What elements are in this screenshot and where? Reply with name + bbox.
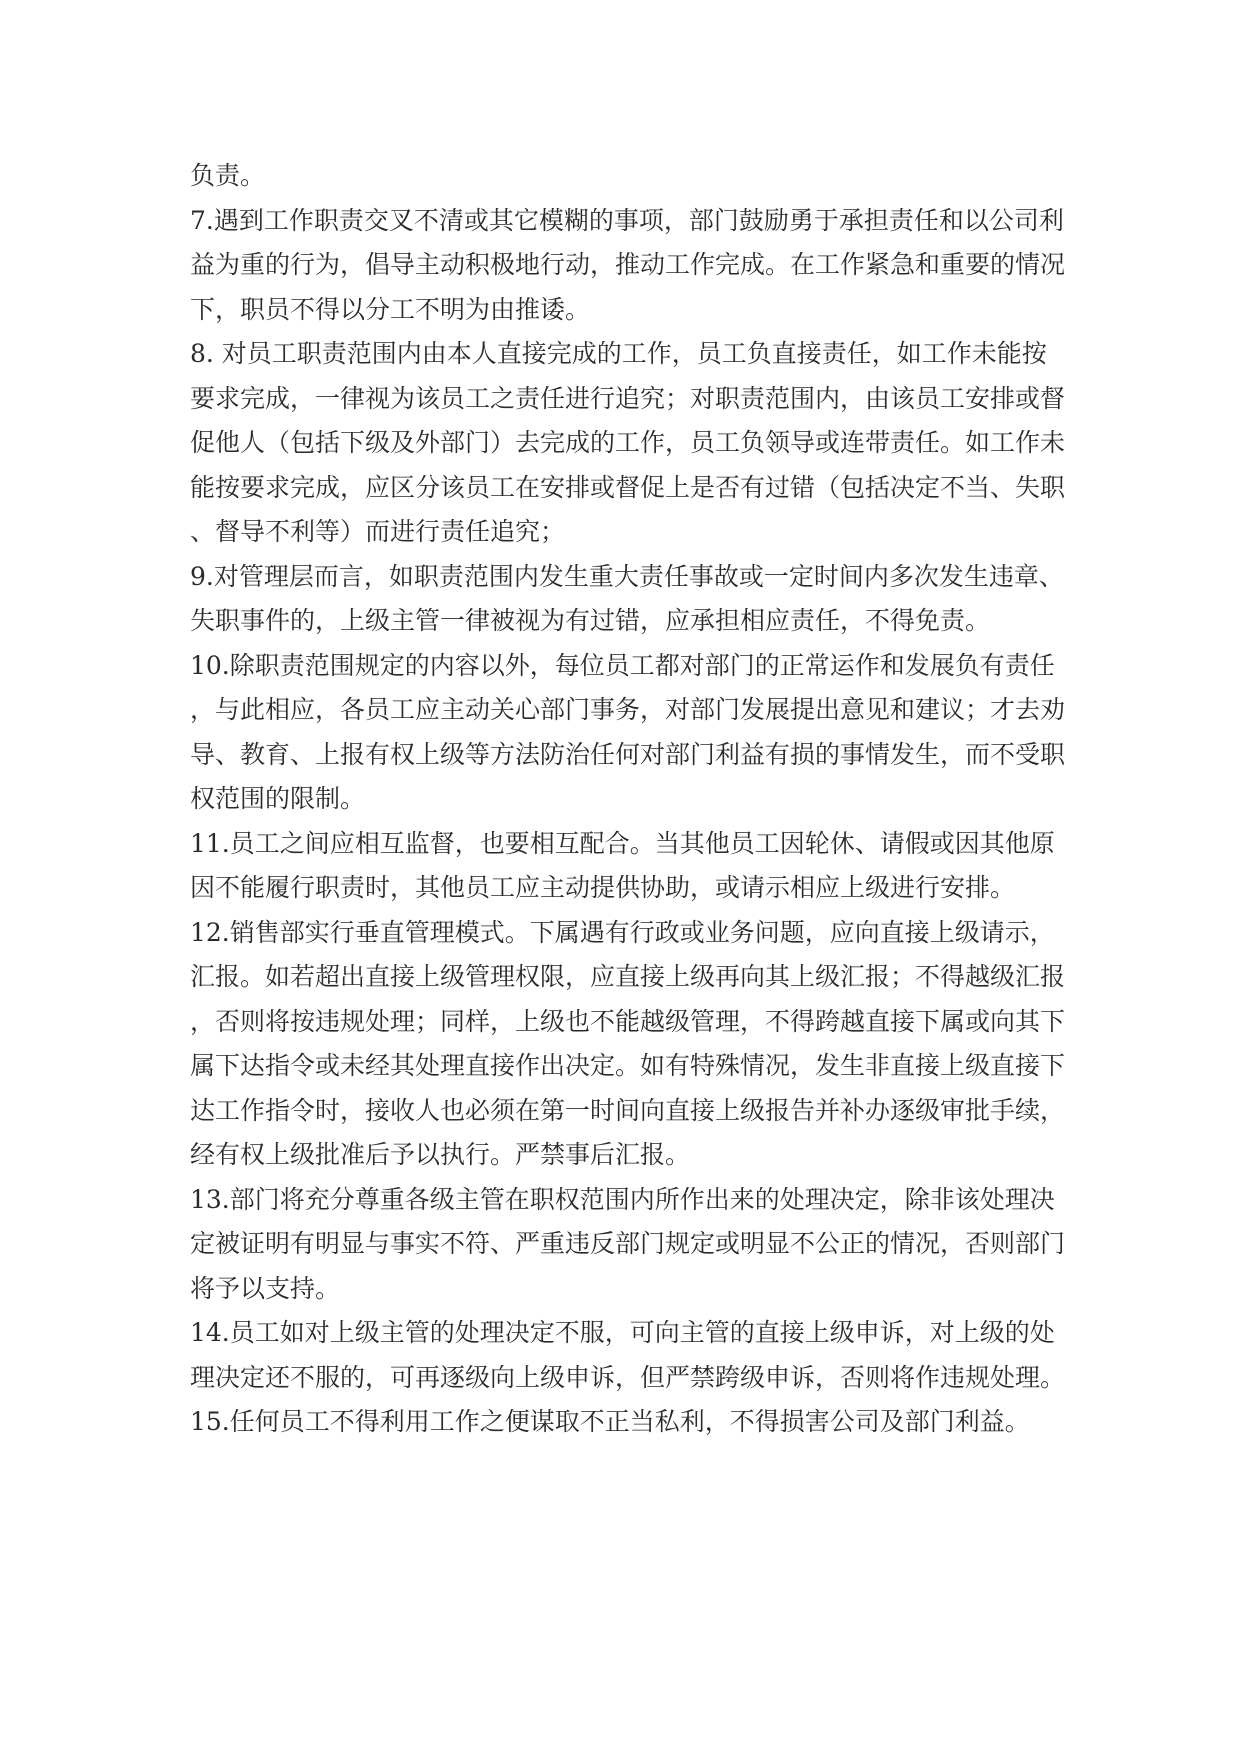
text-line: 7.遇到工作职责交叉不清或其它模糊的事项，部门鼓励勇于承担责任和以公司利 <box>190 205 1064 235</box>
text-line: 促他人（包括下级及外部门）去完成的工作，员工负领导或连带责任。如工作未 <box>190 428 1066 457</box>
text-line: 、督导不利等）而进行责任追究； <box>190 517 566 546</box>
text-line: ，与此相应，各员工应主动关心部门事务，对部门发展提出意见和建议；才去劝 <box>190 695 1066 724</box>
text-line: 因不能履行职责时，其他员工应主动提供协助，或请示相应上级进行安排。 <box>190 873 1016 902</box>
text-line: 10.除职责范围规定的内容以外，每位员工都对部门的正常运作和发展负有责任 <box>190 650 1055 680</box>
text-line: 下，职员不得以分工不明为由推诿。 <box>190 294 591 324</box>
text-line: 8. 对员工职责范围内由本人直接完成的工作，员工负直接责任，如工作未能按 <box>190 339 1047 368</box>
text-line: ，否则将按违规处理；同样，上级也不能越级管理，不得跨越直接下属或向其下 <box>190 1006 1066 1036</box>
text-line: 12.销售部实行垂直管理模式。下属遇有行政或业务问题，应向直接上级请示， <box>190 917 1055 947</box>
document-body <box>190 154 1066 1445</box>
text-line: 将予以支持。 <box>190 1273 341 1303</box>
text-line: 达工作指令时，接收人也必须在第一时间向直接上级报告并补办逐级审批手续， <box>190 1095 1066 1125</box>
text-line: 经有权上级批准后予以执行。严禁事后汇报。 <box>190 1140 691 1169</box>
text-line: 14.员工如对上级主管的处理决定不服，可向主管的直接上级申诉，对上级的处 <box>190 1318 1055 1347</box>
text-line: 益为重的行为，倡导主动积极地行动，推动工作完成。在工作紧急和重要的情况 <box>190 250 1066 279</box>
text-line: 理决定还不服的，可再逐级向上级申诉，但严禁跨级申诉，否则将作违规处理。 <box>190 1362 1066 1392</box>
text-line: 导、教育、上报有权上级等方法防治任何对部门利益有损的事情发生，而不受职 <box>190 739 1066 769</box>
text-line: 定被证明有明显与事实不符、严重违反部门规定或明显不公正的情况，否则部门 <box>190 1229 1066 1258</box>
text-line: 权范围的限制。 <box>190 784 366 813</box>
text-line: 11.员工之间应相互监督，也要相互配合。当其他员工因轮休、请假或因其他原 <box>190 828 1055 858</box>
text-line: 属下达指令或未经其处理直接作出决定。如有特殊情况，发生非直接上级直接下 <box>190 1051 1066 1080</box>
text-line: 要求完成，一律视为该员工之责任进行追究；对职责范围内，由该员工安排或督 <box>190 383 1066 413</box>
text-line: 失职事件的，上级主管一律被视为有过错，应承担相应责任，不得免责。 <box>190 606 991 635</box>
text-line: 9.对管理层而言，如职责范围内发生重大责任事故或一定时间内多次发生违章、 <box>190 561 1064 591</box>
text-line: 能按要求完成，应区分该员工在安排或督促上是否有过错（包括决定不当、失职 <box>190 472 1066 502</box>
text-line: 负责。 <box>190 161 266 190</box>
text-line: 汇报。如若超出直接上级管理权限，应直接上级再向其上级汇报；不得越级汇报 <box>190 962 1066 991</box>
text-line: 15.任何员工不得利用工作之便谋取不正当私利，不得损害公司及部门利益。 <box>190 1407 1030 1436</box>
text-line: 13.部门将充分尊重各级主管在职权范围内所作出来的处理决定，除非该处理决 <box>190 1184 1055 1214</box>
